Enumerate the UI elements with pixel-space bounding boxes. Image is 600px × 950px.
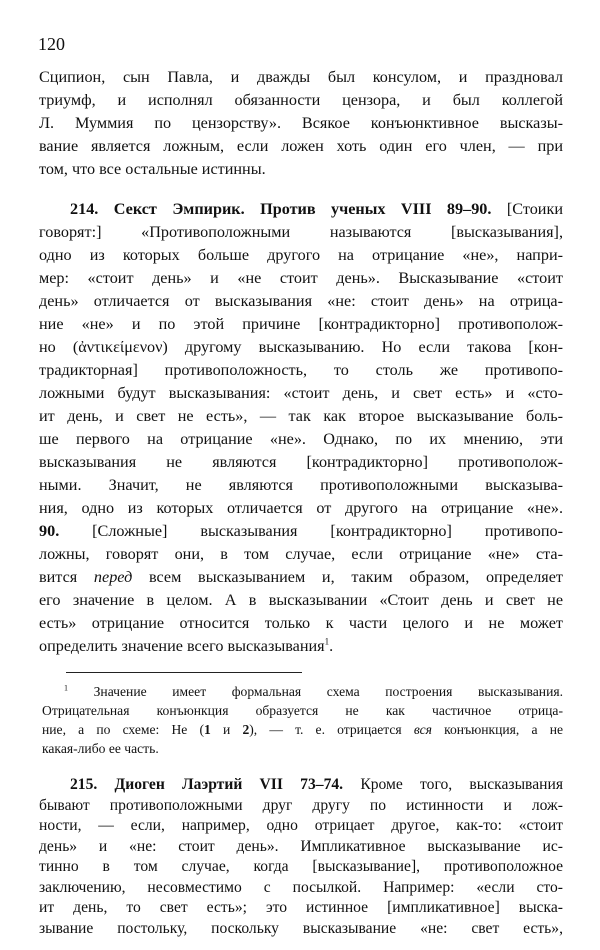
section-214-line bbox=[39, 568, 563, 587]
para1-line: том, что все остальные истинны. bbox=[39, 160, 266, 178]
section-214-line: но (ἀντικείμενον) другому высказыванию. Но если такова [кон- bbox=[39, 338, 563, 356]
footnote-line bbox=[64, 684, 563, 700]
section-215-first-line bbox=[70, 776, 563, 794]
emphasis-text: перед bbox=[93, 568, 133, 586]
footnote-text: Значение имеет формальная схема построения высказывания. bbox=[68, 684, 563, 699]
section-214-line: мер: «стоит день» и «не стоит день». Высказывание «стоит bbox=[39, 269, 563, 287]
section-214-text: всем высказыванием и, таким образом, определяет bbox=[132, 568, 563, 586]
section-215-line: день» и «не: стоит день». Импликативное высказывание ис- bbox=[39, 837, 563, 855]
section-214-text: [Сложные] высказывания [контрадикторно] противопо- bbox=[59, 522, 563, 540]
section-number-90: 90. bbox=[39, 522, 60, 540]
section-214-line: ложными будут высказывания: «стоит день, и свет есть» и «сто- bbox=[39, 384, 563, 402]
section-214-line: ние «не» и по этой причине [контрадикторно] противополож- bbox=[39, 315, 563, 333]
section-214-line: одно из которых больше другого на отрицание «не», напри- bbox=[39, 246, 563, 264]
footnote-text: и bbox=[210, 722, 243, 737]
section-214-line: ше первого на отрицание «не». Однако, по их мнению, эти bbox=[39, 430, 563, 448]
section-214-line bbox=[39, 522, 563, 541]
section-214-line: ния, одно из которых отличается от другого на отрицание «не». bbox=[39, 499, 563, 517]
footnote-emphasis: вся bbox=[413, 722, 432, 737]
section-214-line: высказывания не являются [контрадикторно] противополож- bbox=[39, 453, 563, 471]
section-215-line: заключению, несовместимо с посылкой. Например: «если сто- bbox=[39, 878, 563, 896]
section-215-line: тинно в том случае, когда [высказывание], противоположное bbox=[39, 858, 563, 875]
page-number: 120 bbox=[38, 34, 65, 54]
section-215-line: ности, — если, например, одно отрицает другое, как-то: «стоит bbox=[39, 817, 563, 834]
section-215-heading: 215. Диоген Лаэртий VII 73–74. bbox=[70, 776, 344, 793]
section-214-text: . bbox=[329, 637, 334, 655]
section-215-text: Кроме того, высказывания bbox=[343, 776, 563, 793]
section-214-line: его значение в целом. А в высказывании «Стоит день и свет не bbox=[39, 591, 563, 609]
section-214-line: ит день, и свет не есть», — так как второе высказывание боль- bbox=[39, 407, 563, 425]
footnote-bold: 2 bbox=[242, 722, 250, 737]
section-214-line: говорят:] «Противоположными называются [высказывания], bbox=[39, 223, 563, 241]
footnote-line bbox=[42, 722, 563, 738]
section-214-line: день» отличается от высказывания «не: стоит день» на отрица- bbox=[39, 292, 563, 310]
footnote-bold: 1 bbox=[204, 722, 211, 737]
footnote-marker[interactable]: 1 bbox=[324, 636, 330, 647]
footnote-line: какая-либо ее часть. bbox=[42, 741, 159, 756]
footnote-line: Отрицательная конъюнкция образуется не как частичное отрица- bbox=[42, 703, 563, 718]
section-214-line: есть» отрицание относится только к части целого и не может bbox=[39, 614, 563, 632]
para1-line: вание является ложным, если ложен хоть один его член, — при bbox=[39, 137, 563, 155]
footnote-text: конъюнкция, а не bbox=[431, 722, 563, 737]
section-214-text: [Стоики bbox=[491, 200, 563, 218]
section-214-first-line bbox=[70, 200, 563, 219]
para1-line: триумф, и исполнял обязанности цензора, и был коллегой bbox=[39, 91, 563, 109]
section-214-text: определить значение всего высказывания bbox=[39, 637, 325, 655]
section-215-line: зывание постольку, поскольку высказывание «не: свет есть», bbox=[39, 919, 563, 937]
section-214-heading: 214. Секст Эмпирик. Против ученых VIII 89–90. bbox=[70, 200, 492, 218]
footnote-divider bbox=[66, 672, 302, 673]
section-214-line bbox=[39, 637, 563, 656]
para1-line: Л. Муммия по цензорству». Всякое конъюнктивное высказы- bbox=[39, 114, 563, 132]
section-215-line: бывают противоположными друг другу по истинности и лож- bbox=[39, 796, 563, 814]
footnote-text: ), — т. е. отрицается bbox=[249, 722, 414, 737]
section-214-line: традикторная] противоположность, то столь же противопо- bbox=[39, 361, 563, 379]
section-214-line: ными. Значит, не являются противоположными высказыва- bbox=[39, 476, 563, 494]
footnote-number: 1 bbox=[64, 683, 68, 693]
section-214-text: вится bbox=[39, 568, 94, 586]
section-214-line: ложны, говорят они, в том случае, если отрицание «не» ста- bbox=[39, 545, 563, 563]
section-215-line: ит день, то свет есть»; это истинное [импликативное] выска- bbox=[39, 899, 563, 916]
footnote-text: ние, а по схеме: Не ( bbox=[42, 722, 205, 737]
para1-line: Сципион, сын Павла, и дважды был консулом, и праздновал bbox=[39, 68, 563, 86]
